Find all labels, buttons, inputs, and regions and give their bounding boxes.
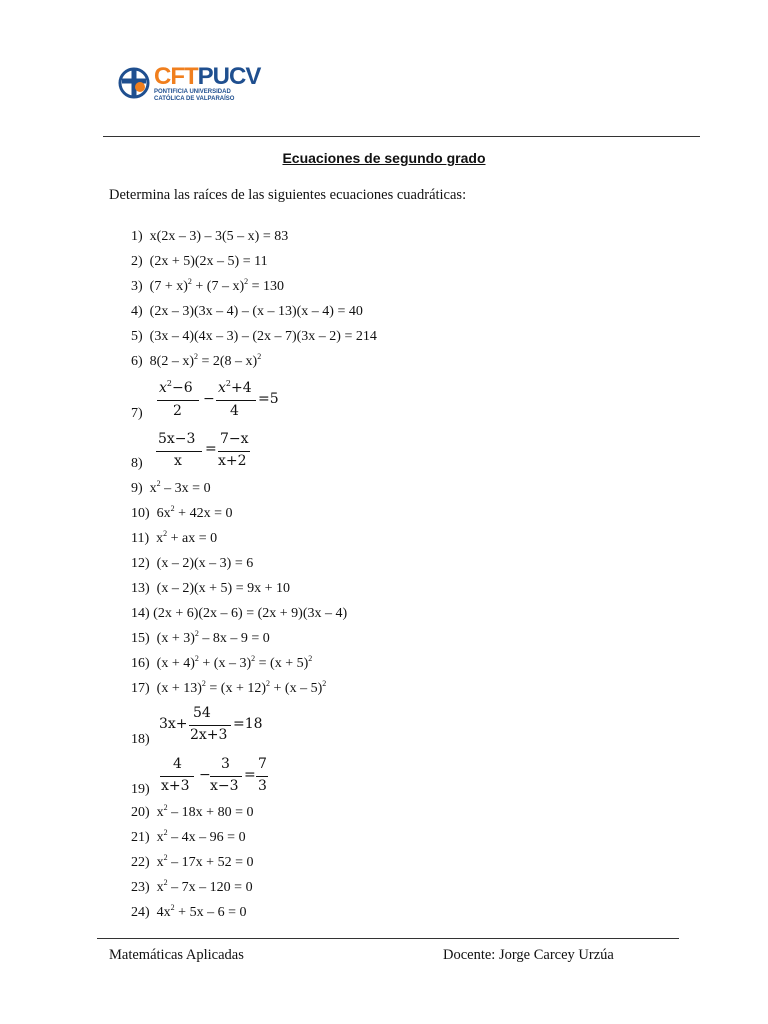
fraction-numerator: 54 <box>193 705 211 721</box>
operator: − <box>199 767 211 783</box>
rhs: =18 <box>233 716 263 732</box>
page-title: Ecuaciones de segundo grado <box>282 150 486 166</box>
fraction-numerator: $x^2+4$ <box>218 379 252 396</box>
exercise-14: 14) (2x + 6)(2x – 6) = (2x + 9)(3x – 4) <box>131 606 348 621</box>
fraction-numerator: 7−x <box>220 431 249 447</box>
exercise-5: 5) (3x – 4)(4x – 3) – (2x – 7)(3x – 2) = 214 <box>131 329 377 344</box>
rhs: =5 <box>258 391 279 407</box>
fraction-numerator: $x^2-6$ <box>159 379 193 396</box>
fraction-denominator: 2x+3 <box>190 727 228 743</box>
fraction-bar <box>256 776 268 777</box>
fraction-numerator: 3 <box>221 756 230 772</box>
exercise-number: 19) <box>131 782 150 797</box>
fraction-numerator: 5x−3 <box>158 431 196 447</box>
logo-brand: CFTPUCV <box>154 63 261 90</box>
exercise-number: 8) <box>131 456 143 471</box>
exercise-20: 20) $x^2 - 18x + 80 = 0$ <box>131 803 254 820</box>
footer-teacher: Docente: Jorge Carcey Urzúa <box>443 947 614 963</box>
exercise-6: 6) 8(2 – x)$^2$ = 2(8 – x)$^2$ <box>131 352 262 369</box>
exercise-16: 16) $(x + 4)^2 + (x - 3)^2 = (x + 5)^2$ <box>131 654 313 671</box>
fraction-denominator: 3 <box>258 778 267 794</box>
exercise-10: 10) $6x^2 + 42x = 0$ <box>131 504 233 521</box>
fraction-denominator: 4 <box>230 403 239 419</box>
fraction-denominator: x <box>174 453 182 469</box>
exercise-13: 13) (x – 2)(x + 5) = 9x + 10 <box>131 581 291 596</box>
fraction-bar <box>160 776 194 777</box>
fraction-bar <box>156 451 202 452</box>
exercise-9: 9) $x^2 - 3x = 0$ <box>131 479 211 496</box>
cross-emblem-icon <box>118 67 150 99</box>
exercise-17: 17) $(x + 13)^2 = (x + 12)^2 + (x - 5)^2$ <box>131 679 327 696</box>
fraction-numerator: 4 <box>173 756 182 772</box>
fraction-bar <box>218 451 250 452</box>
fraction-denominator: 2 <box>173 403 182 419</box>
exercise-22: 22) $x^2 - 17x + 52 = 0$ <box>131 853 254 870</box>
fraction-bar <box>216 400 256 401</box>
exercise-1: 1) x(2x – 3) – 3(5 – x) = 83 <box>131 229 289 244</box>
fraction-denominator: x+2 <box>218 453 247 469</box>
institution-logo <box>118 63 261 108</box>
exercise-number: 7) <box>131 406 143 421</box>
operator: = <box>244 767 256 783</box>
fraction-bar <box>157 400 199 401</box>
fraction-bar <box>210 776 242 777</box>
exercise-23: 23) $x^2 - 7x - 120 = 0$ <box>131 878 253 895</box>
operator: − <box>203 391 215 407</box>
logo-subtitle: PONTIFICIA UNIVERSIDAD CATÓLICA DE VALPARAÍSO <box>154 89 235 102</box>
lhs: 3x+ <box>159 716 188 732</box>
exercise-2: 2) (2x + 5)(2x – 5) = 11 <box>131 254 268 269</box>
exercise-11: 11) $x^2$ + ax = 0 <box>131 529 218 546</box>
exercise-15: 15) $(x + 3)^2 - 8x - 9 = 0$ <box>131 629 270 646</box>
fraction-numerator: 7 <box>258 756 267 772</box>
fraction-denominator: x+3 <box>161 778 190 794</box>
exercise-3: 3) $(7 + x)^2 + (7 - x)^2 = 130$ <box>131 277 285 294</box>
exercise-12: 12) (x – 2)(x – 3) = 6 <box>131 556 254 571</box>
footer-course: Matemáticas Aplicadas <box>109 947 244 963</box>
exercise-21: 21) $x^2 - 4x - 96 = 0$ <box>131 828 246 845</box>
instructions: Determina las raíces de las siguientes ecuaciones cuadráticas: <box>109 187 467 203</box>
operator: = <box>205 441 217 457</box>
exercise-24: 24) $4x^2 + 5x - 6 = 0$ <box>131 903 247 920</box>
exercise-4: 4) (2x – 3)(3x – 4) – (x – 13)(x – 4) = 40 <box>131 304 363 319</box>
exercise-number: 18) <box>131 732 150 747</box>
footer-divider <box>97 938 679 939</box>
fraction-bar <box>189 725 231 726</box>
fraction-denominator: x−3 <box>210 778 239 794</box>
header-divider <box>103 136 700 137</box>
